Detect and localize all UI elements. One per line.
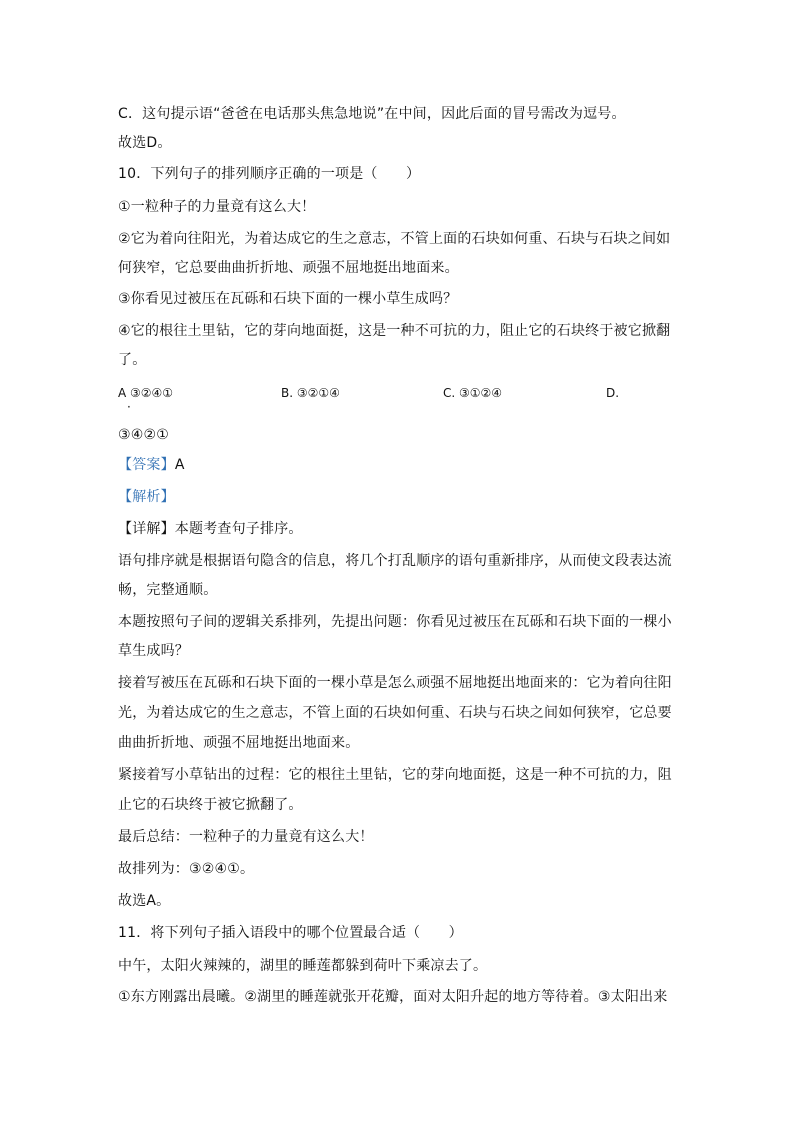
detail-p3-line1: 接着写被压在瓦砾和石块下面的一棵小草是怎么顽强不屈地挺出地面来的：它为着向往阳 bbox=[118, 675, 672, 691]
detail-order: 故排列为：③②④①。 bbox=[118, 861, 255, 877]
choose-d: 故选D。 bbox=[118, 135, 172, 151]
option-a: A ③②④① bbox=[118, 386, 174, 400]
option-c: C. ③①②④ bbox=[443, 386, 503, 400]
answer-value: A bbox=[174, 457, 185, 473]
question-11-sentence: 中午，太阳火辣辣的，湖里的睡莲都躲到荷叶下乘凉去了。 bbox=[118, 958, 488, 974]
question-11-passage: ①东方刚露出晨曦。②湖里的睡莲就张开花瓣，面对太阳升起的地方等待着。③太阳出来 bbox=[118, 989, 668, 1005]
detail-p1-line1: 语句排序就是根据语句隐含的信息，将几个打乱顺序的语句重新排序，从而使文段表达流 bbox=[118, 553, 672, 569]
sentence-4-line1: ④它的根往土里钻，它的芽向地面挺，这是一种不可抗的力，阻止它的石块终于被它掀翻 bbox=[118, 323, 671, 339]
sentence-1: ①一粒种子的力量竟有这么大！ bbox=[118, 199, 316, 215]
analysis-tag: 【解析】 bbox=[118, 489, 175, 505]
answer-line bbox=[118, 455, 678, 475]
explanation-c: C．这句提示语“爸爸在电话那头焦急地说”在中间，因此后面的冒号需改为逗号。 bbox=[118, 106, 626, 122]
question-11-title: 11．将下列句子插入语段中的哪个位置最合适（ ） bbox=[118, 925, 463, 941]
detail-p2-line2: 草生成吗？ bbox=[118, 643, 189, 659]
option-d: D. bbox=[606, 386, 620, 400]
sentence-4-line2: 了。 bbox=[118, 352, 147, 368]
sentence-3: ③你看见过被压在瓦砾和石块下面的一棵小草生成吗？ bbox=[118, 291, 458, 307]
choose-a: 故选A。 bbox=[118, 893, 171, 909]
detail-summary: 最后总结：一粒种子的力量竟有这么大！ bbox=[118, 829, 374, 845]
sentence-2-line1: ②它为着向往阳光，为着达成它的生之意志，不管上面的石块如何重、石块与石块之间如 bbox=[118, 231, 671, 247]
option-a-dot: · bbox=[127, 400, 131, 414]
answer-tag: 【答案】 bbox=[118, 457, 175, 473]
option-b: B. ③②①④ bbox=[281, 386, 340, 400]
option-d-value: ③④②① bbox=[118, 427, 170, 443]
detail-p1-line2: 畅，完整通顺。 bbox=[118, 582, 218, 598]
question-10-title: 10．下列句子的排列顺序正确的一项是（ ） bbox=[118, 166, 421, 182]
sentence-2-line2: 何狭窄，它总要曲曲折折地、顽强不屈地挺出地面来。 bbox=[118, 260, 459, 276]
detail-p4-line1: 紧接着写小草钻出的过程：它的根往土里钻，它的芽向地面挺，这是一种不可抗的力，阻 bbox=[118, 767, 672, 783]
detail-p4-line2: 止它的石块终于被它掀翻了。 bbox=[118, 797, 303, 813]
detail-p3-line2: 光，为着达成它的生之意志，不管上面的石块如何重、石块与石块之间如何狭窄，它总要 bbox=[118, 705, 672, 721]
detail-p2-line1: 本题按照句子间的逻辑关系排列，先提出问题：你看见过被压在瓦砾和石块下面的一棵小 bbox=[118, 614, 672, 630]
detail-intro: 【详解】本题考查句子排序。 bbox=[118, 521, 303, 537]
detail-p3-line3: 曲曲折折地、顽强不屈地挺出地面来。 bbox=[118, 735, 360, 751]
